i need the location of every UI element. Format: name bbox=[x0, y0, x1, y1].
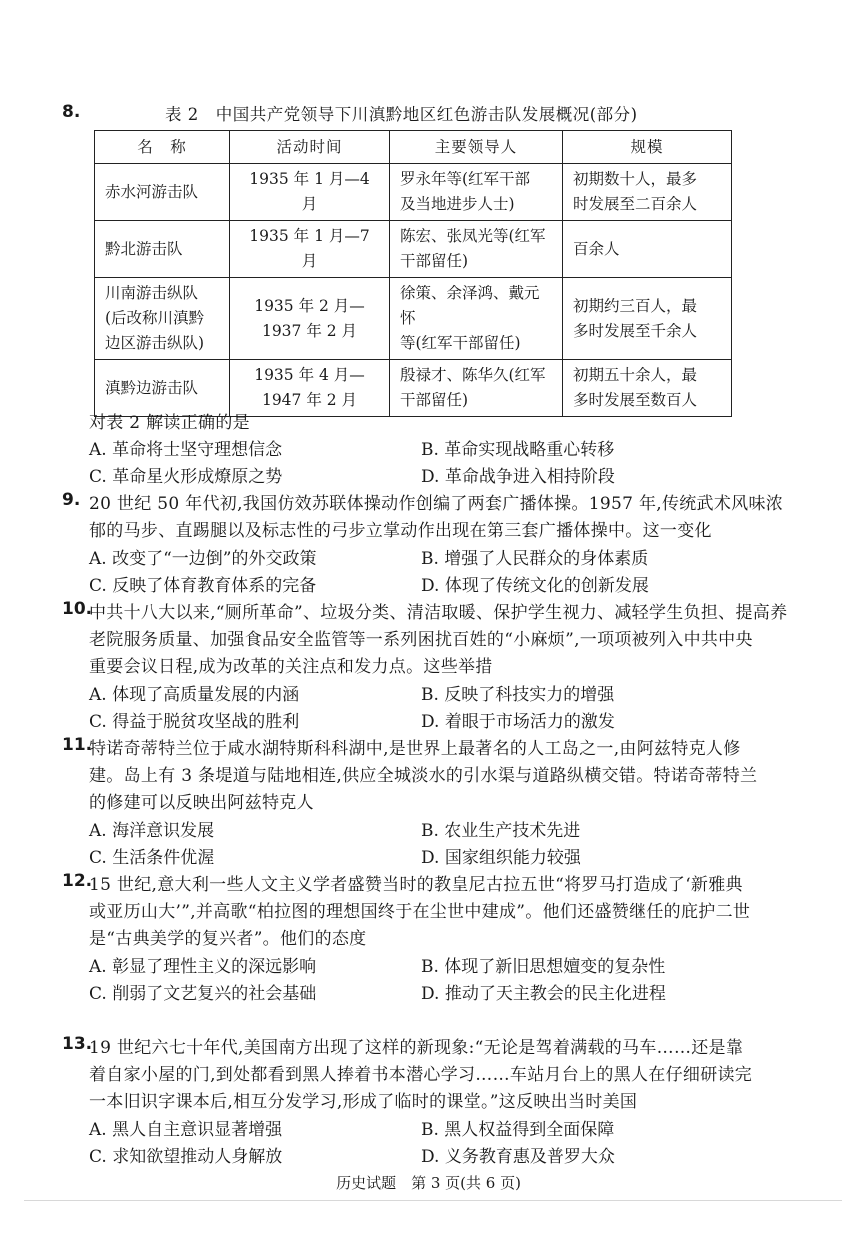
cell-line: 1935 年 1 月—7 月 bbox=[249, 227, 370, 270]
page-footer: 历史试题 第 3 页(共 6 页) bbox=[336, 1174, 521, 1192]
question-11-line: 建。岛上有 3 条堤道与陆地相连,供应全城淡水的引水渠与道路纵横交错。特诺奇蒂特兰 bbox=[89, 766, 758, 786]
cell-scale bbox=[563, 221, 732, 278]
question-8-option-a[interactable]: A. 革命将士坚守理想信念 bbox=[89, 440, 283, 460]
question-11-option-a[interactable]: A. 海洋意识发展 bbox=[89, 821, 215, 841]
cell-scale bbox=[563, 360, 732, 417]
table-row bbox=[95, 278, 732, 360]
question-13-option-b[interactable]: B. 黑人权益得到全面保障 bbox=[421, 1120, 615, 1140]
cell-line: 干部留任) bbox=[400, 391, 469, 409]
cell-line: 赤水河游击队 bbox=[105, 182, 199, 201]
cell-name bbox=[95, 221, 230, 278]
cell-line: 干部留任) bbox=[400, 252, 469, 270]
header-leader: 主要领导人 bbox=[390, 131, 563, 164]
table-caption: 表 2 中国共产党领导下川滇黔地区红色游击队发展概况(部分) bbox=[165, 105, 638, 124]
cell-line: 边区游击纵队) bbox=[105, 334, 205, 352]
cell-time bbox=[230, 164, 390, 221]
question-9-line: 20 世纪 50 年代初,我国仿效苏联体操动作创编了两套广播体操。1957 年,传统武术风味浓 bbox=[89, 494, 784, 514]
cell-line: 百余人 bbox=[573, 239, 620, 258]
cell-line: 多时发展至千余人 bbox=[573, 321, 698, 340]
cell-line: 多时发展至数百人 bbox=[573, 391, 698, 409]
question-12-line: 15 世纪,意大利一些人文主义学者盛赞当时的教皇尼古拉五世“将罗马打造成了‘新雅典 bbox=[89, 875, 743, 895]
question-13-line: 着自家小屋的门,到处都看到黑人捧着书本潜心学习……车站月台上的黑人在仔细研读完 bbox=[89, 1065, 753, 1085]
cell-scale bbox=[563, 164, 732, 221]
question-13-option-a[interactable]: A. 黑人自主意识显著增强 bbox=[89, 1120, 283, 1140]
cell-line: 陈宏、张凤光等(红军 bbox=[400, 227, 546, 245]
question-number-13: 13. bbox=[62, 1034, 93, 1054]
question-10-option-b[interactable]: B. 反映了科技实力的增强 bbox=[421, 685, 615, 705]
question-12-option-c[interactable]: C. 削弱了文艺复兴的社会基础 bbox=[89, 984, 317, 1004]
cell-line: 及当地进步人士) bbox=[400, 195, 515, 213]
question-11-line: 特诺奇蒂特兰位于咸水湖特斯科科湖中,是世界上最著名的人工岛之一,由阿兹特克人修 bbox=[89, 739, 741, 759]
cell-line: 殷禄才、陈华久(红军 bbox=[400, 366, 546, 384]
cell-leader bbox=[390, 221, 563, 278]
question-13-option-d[interactable]: D. 义务教育惠及普罗大众 bbox=[421, 1147, 615, 1167]
cell-line: 初期数十人，最多 bbox=[573, 170, 698, 188]
cell-line: 1935 年 4 月— bbox=[254, 366, 365, 384]
question-10-line: 重要会议日程,成为改革的关注点和发力点。这些举措 bbox=[89, 657, 493, 677]
cell-line: 黔北游击队 bbox=[105, 239, 183, 258]
cell-line: 滇黔边游击队 bbox=[105, 378, 199, 397]
cell-time bbox=[230, 278, 390, 360]
question-12-option-a[interactable]: A. 彰显了理性主义的深远影响 bbox=[89, 957, 317, 977]
question-12-line: 或亚历山大’”,并高歌“柏拉图的理想国终于在尘世中建成”。他们还盛赞继任的庇护二世 bbox=[89, 902, 751, 922]
cell-line: 初期约三百人，最 bbox=[573, 296, 698, 315]
cell-line: 罗永年等(红军干部 bbox=[400, 170, 531, 188]
question-8-option-b[interactable]: B. 革命实现战略重心转移 bbox=[421, 440, 615, 460]
question-12-line: 是“古典美学的复兴者”。他们的态度 bbox=[89, 929, 367, 949]
footer-divider bbox=[24, 1200, 842, 1201]
header-time: 活动时间 bbox=[230, 131, 390, 164]
question-number-11: 11. bbox=[62, 735, 93, 755]
cell-leader bbox=[390, 360, 563, 417]
question-8-option-d[interactable]: D. 革命战争进入相持阶段 bbox=[421, 467, 615, 487]
question-10-option-d[interactable]: D. 着眼于市场活力的激发 bbox=[421, 712, 615, 732]
question-9-option-b[interactable]: B. 增强了人民群众的身体素质 bbox=[421, 549, 649, 569]
cell-line: 徐策、余泽鸿、戴元怀 bbox=[400, 284, 540, 327]
cell-line: 川南游击纵队 bbox=[105, 284, 199, 302]
cell-line: 1935 年 2 月— bbox=[254, 296, 365, 315]
cell-name bbox=[95, 164, 230, 221]
cell-time bbox=[230, 360, 390, 417]
question-10-option-a[interactable]: A. 体现了高质量发展的内涵 bbox=[89, 685, 300, 705]
question-number-12: 12. bbox=[62, 871, 93, 891]
cell-leader bbox=[390, 278, 563, 360]
question-9-option-c[interactable]: C. 反映了体育教育体系的完备 bbox=[89, 576, 317, 596]
question-9-option-a[interactable]: A. 改变了“一边倒”的外交政策 bbox=[89, 549, 317, 569]
cell-line: (后改称川滇黔 bbox=[105, 309, 205, 327]
cell-line: 1935 年 1 月—4 月 bbox=[249, 170, 370, 213]
cell-line: 等(红军干部留任) bbox=[400, 334, 521, 352]
question-9-line: 郁的马步、直踢腿以及标志性的弓步立掌动作出现在第三套广播体操中。这一变化 bbox=[89, 521, 712, 541]
header-scale: 规模 bbox=[563, 131, 732, 164]
cell-leader bbox=[390, 164, 563, 221]
question-8-stem: 对表 2 解读正确的是 bbox=[89, 413, 250, 433]
cell-scale bbox=[563, 278, 732, 360]
guerrilla-table bbox=[94, 130, 732, 417]
table-row bbox=[95, 221, 732, 278]
question-11-option-b[interactable]: B. 农业生产技术先进 bbox=[421, 821, 581, 841]
cell-line: 时发展至二百余人 bbox=[573, 195, 698, 213]
question-10-option-c[interactable]: C. 得益于脱贫攻坚战的胜利 bbox=[89, 712, 300, 732]
cell-time bbox=[230, 221, 390, 278]
question-12-option-d[interactable]: D. 推动了天主教会的民主化进程 bbox=[421, 984, 666, 1004]
question-10-line: 老院服务质量、加强食品安全监管等一系列困扰百姓的“小麻烦”,一项项被列入中共中央 bbox=[89, 630, 753, 650]
cell-line: 初期五十余人，最 bbox=[573, 366, 698, 384]
question-number-10: 10. bbox=[62, 599, 93, 619]
question-8-option-c[interactable]: C. 革命星火形成燎原之势 bbox=[89, 467, 283, 487]
question-10-line: 中共十八大以来,“厕所革命”、垃圾分类、清洁取暖、保护学生视力、减轻学生负担、提高养 bbox=[89, 603, 788, 623]
question-11-line: 的修建可以反映出阿兹特克人 bbox=[89, 793, 314, 813]
question-number-9: 9. bbox=[62, 490, 81, 510]
question-11-option-c[interactable]: C. 生活条件优渥 bbox=[89, 848, 215, 868]
cell-line: 1947 年 2 月 bbox=[261, 391, 358, 409]
question-13-line: 一本旧识字课本后,相互分发学习,形成了临时的课堂。”这反映出当时美国 bbox=[89, 1092, 638, 1112]
question-11-option-d[interactable]: D. 国家组织能力较强 bbox=[421, 848, 581, 868]
cell-name bbox=[95, 278, 230, 360]
question-number-8: 8. bbox=[62, 102, 81, 122]
cell-line: 1937 年 2 月 bbox=[261, 321, 358, 340]
question-13-option-c[interactable]: C. 求知欲望推动人身解放 bbox=[89, 1147, 283, 1167]
table-header-row bbox=[95, 131, 732, 164]
question-13-line: 19 世纪六七十年代,美国南方出现了这样的新现象:“无论是驾着满载的马车……还是靠 bbox=[89, 1038, 744, 1058]
header-name: 名 称 bbox=[95, 131, 230, 164]
question-9-option-d[interactable]: D. 体现了传统文化的创新发展 bbox=[421, 576, 649, 596]
question-12-option-b[interactable]: B. 体现了新旧思想嬗变的复杂性 bbox=[421, 957, 666, 977]
table-row bbox=[95, 164, 732, 221]
